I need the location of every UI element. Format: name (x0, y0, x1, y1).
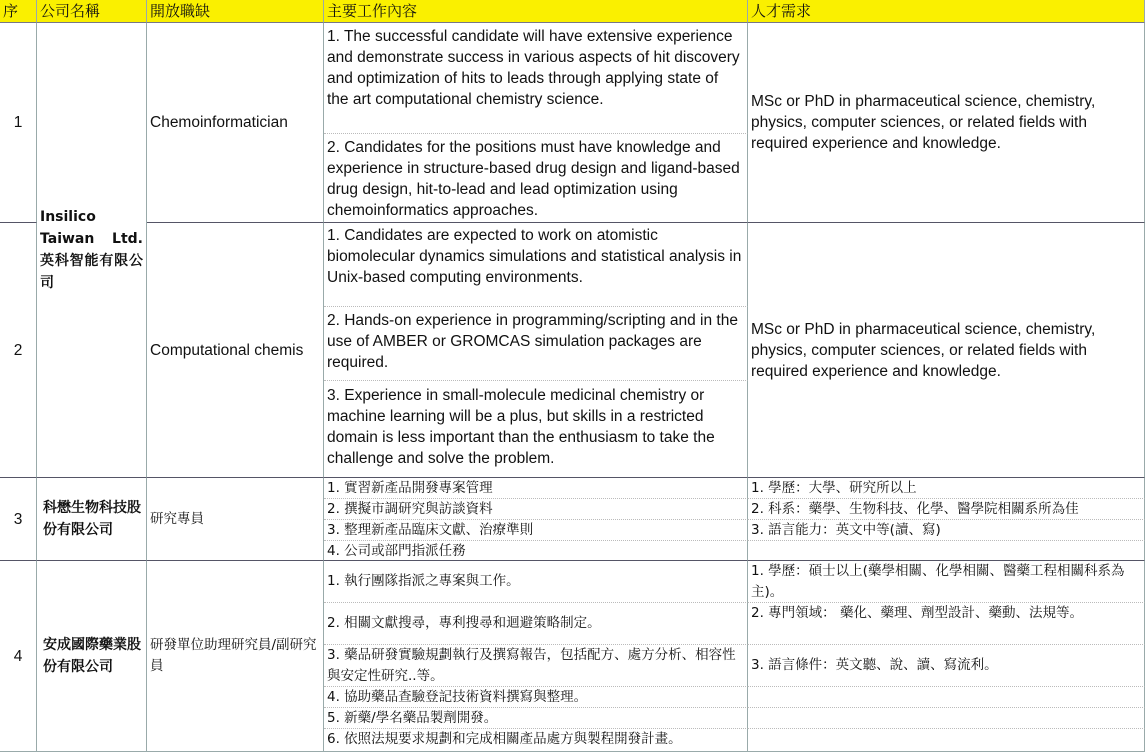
row4-company-text: 安成國際藥業股份有限公司 (43, 637, 141, 675)
row2-requirements-text: MSc or PhD in pharmaceutical science, chemistry, physics, computer sciences, or related fields with required experience and knowledge. (751, 320, 1096, 380)
company-insilico[interactable] (37, 23, 147, 478)
row2-duty-1[interactable] (324, 223, 748, 307)
row2-seq[interactable] (0, 223, 37, 478)
row3-company[interactable] (37, 478, 147, 561)
row3-req-2[interactable] (748, 499, 1145, 520)
row3-seq-text: 3 (13, 510, 23, 528)
row2-position-text: Computational chemis (150, 341, 304, 359)
row1-duty-1-text: 1. The successful candidate will have extensive experience and demonstrate success in various aspects of hit discovery and optimization of hits to leads through applying state of the art computational chemistry science. (327, 28, 740, 108)
row1-duty-2-text: 2. Candidates for the positions must have knowledge and experience in structure-based drug design and ligand-based drug design, hit-to-lead and lead optimization using chemoinformatics approaches. (327, 139, 740, 219)
row3-req-1-text: 1. 學歷：大學、研究所以上 (751, 480, 917, 496)
row4-position-text: 研發單位助理研究員/副研究員 (150, 637, 317, 674)
row2-position[interactable] (147, 223, 324, 478)
row3-duty-1[interactable] (324, 478, 748, 499)
row3-duty-2-text: 2. 撰擬市調研究與訪談資料 (327, 501, 493, 517)
row4-duty-5[interactable] (324, 708, 748, 729)
row4-duty-3-text: 3. 藥品研發實驗規劃執行及撰寫報告，包括配方、處方分析、相容性與安定性研究..等。 (327, 647, 736, 684)
row3-duty-4[interactable] (324, 541, 748, 561)
header-requirements[interactable]: 人才需求 (748, 0, 1145, 23)
row2-seq-text: 2 (13, 341, 23, 359)
row4-duty-2-text: 2. 相關文獻搜尋，專利搜尋和迴避策略制定。 (327, 615, 601, 631)
row3-duty-4-text: 4. 公司或部門指派任務 (327, 543, 466, 559)
row1-seq-text: 1 (13, 114, 23, 131)
row2-duty-1-text: 1. Candidates are expected to work on atomistic biomolecular dynamics simulations and statistical analysis in Unix-based computing environments. (327, 227, 742, 286)
row4-duty-4[interactable] (324, 687, 748, 708)
row3-req-1[interactable] (748, 478, 1145, 499)
row3-duty-3[interactable] (324, 520, 748, 541)
row3-req-3[interactable] (748, 520, 1145, 541)
row4-duty-1[interactable] (324, 561, 748, 603)
row2-duty-2[interactable] (324, 307, 748, 381)
header-position[interactable]: 開放職缺 (147, 0, 324, 23)
row4-req-empty-1[interactable] (748, 687, 1145, 708)
row3-req-empty[interactable] (748, 541, 1145, 561)
row1-requirements[interactable] (748, 23, 1145, 223)
row4-seq[interactable] (0, 561, 37, 752)
row4-duty-3[interactable] (324, 645, 748, 687)
row2-requirements[interactable] (748, 223, 1145, 478)
row4-duty-6[interactable] (324, 729, 748, 752)
row3-company-text: 科懋生物科技股份有限公司 (43, 500, 141, 538)
row4-req-1-text: 1. 學歷：碩士以上(藥學相關、化學相關、醫藥工程相關科系為主)。 (751, 563, 1125, 600)
row4-req-3-text: 3. 語言條件：英文聽、說、讀、寫流利。 (751, 657, 998, 673)
row2-duty-3-text: 3. Experience in small-molecule medicinal chemistry or machine learning will be a plus, but skills in a restricted domain is less important than the enthusiasm to take the challenge and solve the problem. (327, 387, 715, 467)
row4-company[interactable] (37, 561, 147, 752)
row4-req-empty-3[interactable] (748, 729, 1145, 752)
row1-seq[interactable] (0, 23, 37, 223)
row4-req-empty-2[interactable] (748, 708, 1145, 729)
row4-req-2-text: 2. 專門領域： 藥化、藥理、劑型設計、藥動、法規等。 (751, 605, 1083, 621)
header-duties[interactable]: 主要工作內容 (324, 0, 748, 23)
header-seq[interactable]: 序 (0, 0, 37, 23)
row1-duty-2[interactable] (324, 134, 748, 223)
row4-duty-6-text: 6. 依照法規要求規劃和完成相關產品處方與製程開發計畫。 (327, 731, 682, 747)
row2-duty-3[interactable] (324, 381, 748, 478)
row1-position-text: Chemoinformatician (150, 114, 288, 131)
row4-seq-text: 4 (13, 647, 23, 665)
row4-duty-5-text: 5. 新藥/學名藥品製劑開發。 (327, 710, 498, 726)
header-company[interactable]: 公司名稱 (37, 0, 147, 23)
row3-position-text: 研究專員 (150, 510, 204, 527)
row3-req-2-text: 2. 科系：藥學、生物科技、化學、醫學院相關系所為佳 (751, 501, 1079, 517)
row3-duty-1-text: 1. 實習新產品開發專案管理 (327, 480, 493, 496)
row3-position[interactable] (147, 478, 324, 561)
row4-req-2[interactable] (748, 603, 1145, 645)
row4-req-1[interactable] (748, 561, 1145, 603)
row1-requirements-text: MSc or PhD in pharmaceutical science, chemistry, physics, computer sciences, or related fields with required experience and knowledge. (751, 93, 1096, 152)
row4-duty-2[interactable] (324, 603, 748, 645)
row4-position[interactable] (147, 561, 324, 752)
row1-duty-1[interactable] (324, 23, 748, 134)
row2-duty-2-text: 2. Hands-on experience in programming/scripting and in the use of AMBER or GROMCAS simulation packages are required. (327, 312, 738, 371)
row4-duty-4-text: 4. 協助藥品查驗登記技術資料撰寫與整理。 (327, 689, 588, 705)
company-insilico-text: Insilico Taiwan Ltd. 英科智能有限公司 (40, 209, 143, 291)
row1-position[interactable] (147, 23, 324, 223)
row3-duty-3-text: 3. 整理新產品臨床文獻、治療準則 (327, 522, 534, 538)
row3-req-3-text: 3. 語言能力：英文中等(讀、寫) (751, 522, 941, 538)
row4-duty-1-text: 1. 執行團隊指派之專案與工作。 (327, 573, 520, 589)
row4-req-3[interactable] (748, 645, 1145, 687)
row3-seq[interactable] (0, 478, 37, 561)
row3-duty-2[interactable] (324, 499, 748, 520)
